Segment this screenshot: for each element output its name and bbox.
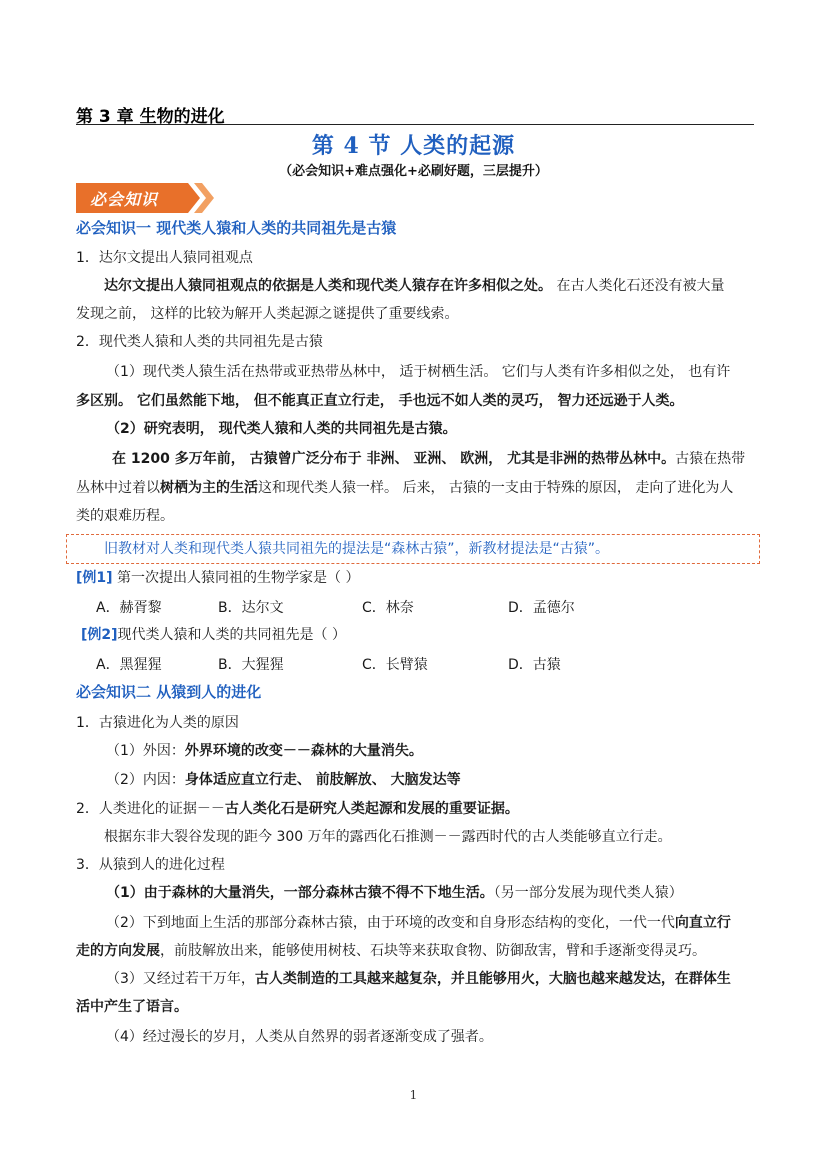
example2-option-d: D．古猿 (508, 657, 561, 673)
k2-s3-item2-line2 (76, 940, 706, 962)
k2-s3-item3-a: （3）又经过若干万年， (106, 971, 255, 987)
k2-s3-item4: （4）经过漫长的岁月，人类从自然界的弱者逐渐变成了强者。 (106, 1029, 493, 1045)
k1-para-line2 (76, 477, 733, 499)
k2-s3-item2-line2-rest: ，前肢解放出来，能够使用树枝、石块等来获取食物、防御敌害，臂和手逐渐变得灵巧。 (160, 943, 706, 959)
example1-option-c: C．林奈 (362, 600, 414, 616)
k2-s2-para: 根据东非大裂谷发现的距今 300 万年的露西化石推测－－露西时代的古人类能够直立行走。 (104, 829, 672, 845)
k2-s1-item2-label: （2）内因： (106, 772, 185, 788)
example2-tag: [例2] (81, 627, 118, 643)
k1-para2-b: 这和现代类人猿一样。 后来， 古猿的一支由于特殊的原因， 走向了进化为人 (258, 480, 734, 496)
example2-option-a: A．黑猩猩 (96, 657, 162, 673)
k2-s3-item1 (106, 882, 683, 904)
chapter-title: 第 3 章 生物的进化 (76, 107, 225, 127)
example1-option-a: A．赫胥黎 (96, 600, 162, 616)
k1-point1-line1 (104, 275, 724, 297)
k2-s1-item1-label: （1）外因： (106, 743, 185, 759)
k1-para-bold: 在 1200 多万年前， 古猿曾广泛分布于 非洲、 亚洲、 欧洲， 尤其是非洲的热带丛林中。 (112, 451, 676, 467)
k1-para2-bold: 树栖为主的生活 (160, 480, 258, 496)
knowledge-banner (76, 183, 218, 213)
knowledge2-heading: 必会知识二 从猿到人的进化 (76, 683, 262, 701)
example2-option-b: B．大猩猩 (218, 657, 284, 673)
k2-s3-title: 3．从猿到人的进化过程 (76, 857, 225, 873)
k2-s2-title-bold: 古人类化石是研究人类起源和发展的重要证据。 (224, 801, 519, 817)
example1-tag: [例1] (76, 570, 113, 586)
banner-label: 必会知识 (90, 190, 159, 209)
knowledge1-heading: 必会知识一 现代类人猿和人类的共同祖先是古猿 (76, 219, 397, 237)
k2-s2-title-a: 2．人类进化的证据－－ (76, 801, 225, 817)
k2-s3-item2-a: （2）下到地面上生活的那部分森林古猿，由于环境的改变和自身形态结构的变化，一代一代 (106, 915, 675, 931)
k2-s1-item1-bold: 外界环境的改变－－森林的大量消失。 (184, 743, 423, 759)
k2-s3-item3-bold: 古人类制造的工具越来越复杂，并且能够用火，大脑也越来越发达，在群体生 (254, 971, 731, 987)
k1-point1-title: 1．达尔文提出人猿同祖观点 (76, 250, 253, 266)
k2-s2-title (76, 798, 519, 820)
k2-s1-title: 1．古猿进化为人类的原因 (76, 715, 239, 731)
k1-item2: （2）研究表明， 现代类人猿和人类的共同祖先是古猿。 (106, 421, 457, 437)
k2-s3-item3-line2: 活中产生了语言。 (76, 999, 188, 1015)
k1-para2-a: 丛林中过着以 (76, 480, 160, 496)
example1-option-b: B．达尔文 (218, 600, 284, 616)
k1-p1-bold: 达尔文提出人猿同祖观点的依据是人类和现代类人猿存在许多相似之处。 (104, 278, 552, 294)
k2-s1-item2 (106, 769, 461, 791)
example1-option-d: D．孟德尔 (508, 600, 575, 616)
section-subtitle: （必会知识+难点强化+必刷好题，三层提升） (279, 164, 548, 179)
k1-item1-line1: （1）现代类人猿生活在热带或亚热带丛林中， 适于树栖生活。 它们与人类有许多相似之处， 也有许 (106, 364, 731, 380)
page-number: 1 (409, 1088, 418, 1102)
k2-s3-item1-bold: （1）由于森林的大量消失，一部分森林古猿不得不下地生活。 (106, 885, 494, 901)
k2-s3-item2-line2-bold: 走的方向发展 (76, 943, 160, 959)
example1-text: 第一次提出人猿同祖的生物学家是（ ） (112, 570, 360, 586)
example2-text: 现代类人猿和人类的共同祖先是（ ） (117, 627, 346, 643)
k2-s3-item2-bold: 向直立行 (674, 915, 731, 931)
k2-s1-item1 (106, 740, 423, 762)
note-text: 旧教材对人类和现代类人猿共同祖先的提法是“森林古猿”，新教材提法是“古猿”。 (104, 541, 610, 557)
k1-point2-title: 2．现代类人猿和人类的共同祖先是古猿 (76, 334, 323, 350)
k1-p1-rest: 在古人类化石还没有被大量 (556, 278, 725, 294)
k2-s3-item3-line1 (106, 968, 731, 990)
k2-s3-item1-rest: （另一部分发展为现代类人猿） (493, 885, 683, 901)
example2-option-c: C．长臂猿 (362, 657, 428, 673)
k2-s1-item2-bold: 身体适应直立行走、 前肢解放、 大脑发达等 (184, 772, 461, 788)
k1-point1-line2: 发现之前， 这样的比较为解开人类起源之谜提供了重要线索。 (76, 306, 459, 322)
example1-question (76, 567, 359, 589)
section-title: 第 4 节 人类的起源 (311, 133, 516, 159)
k2-s3-item2-line1 (106, 912, 731, 934)
k1-para-line1 (112, 448, 745, 470)
example2-question (81, 624, 346, 646)
k1-para-line3: 类的艰难历程。 (76, 508, 174, 524)
k1-item1-line2: 多区别。 它们虽然能下地， 但不能真正直立行走， 手也远不如人类的灵巧， 智力还远逊于人类。 (76, 393, 684, 409)
chapter-divider (76, 124, 754, 125)
k1-para-rest: 古猿在热带 (675, 451, 746, 467)
